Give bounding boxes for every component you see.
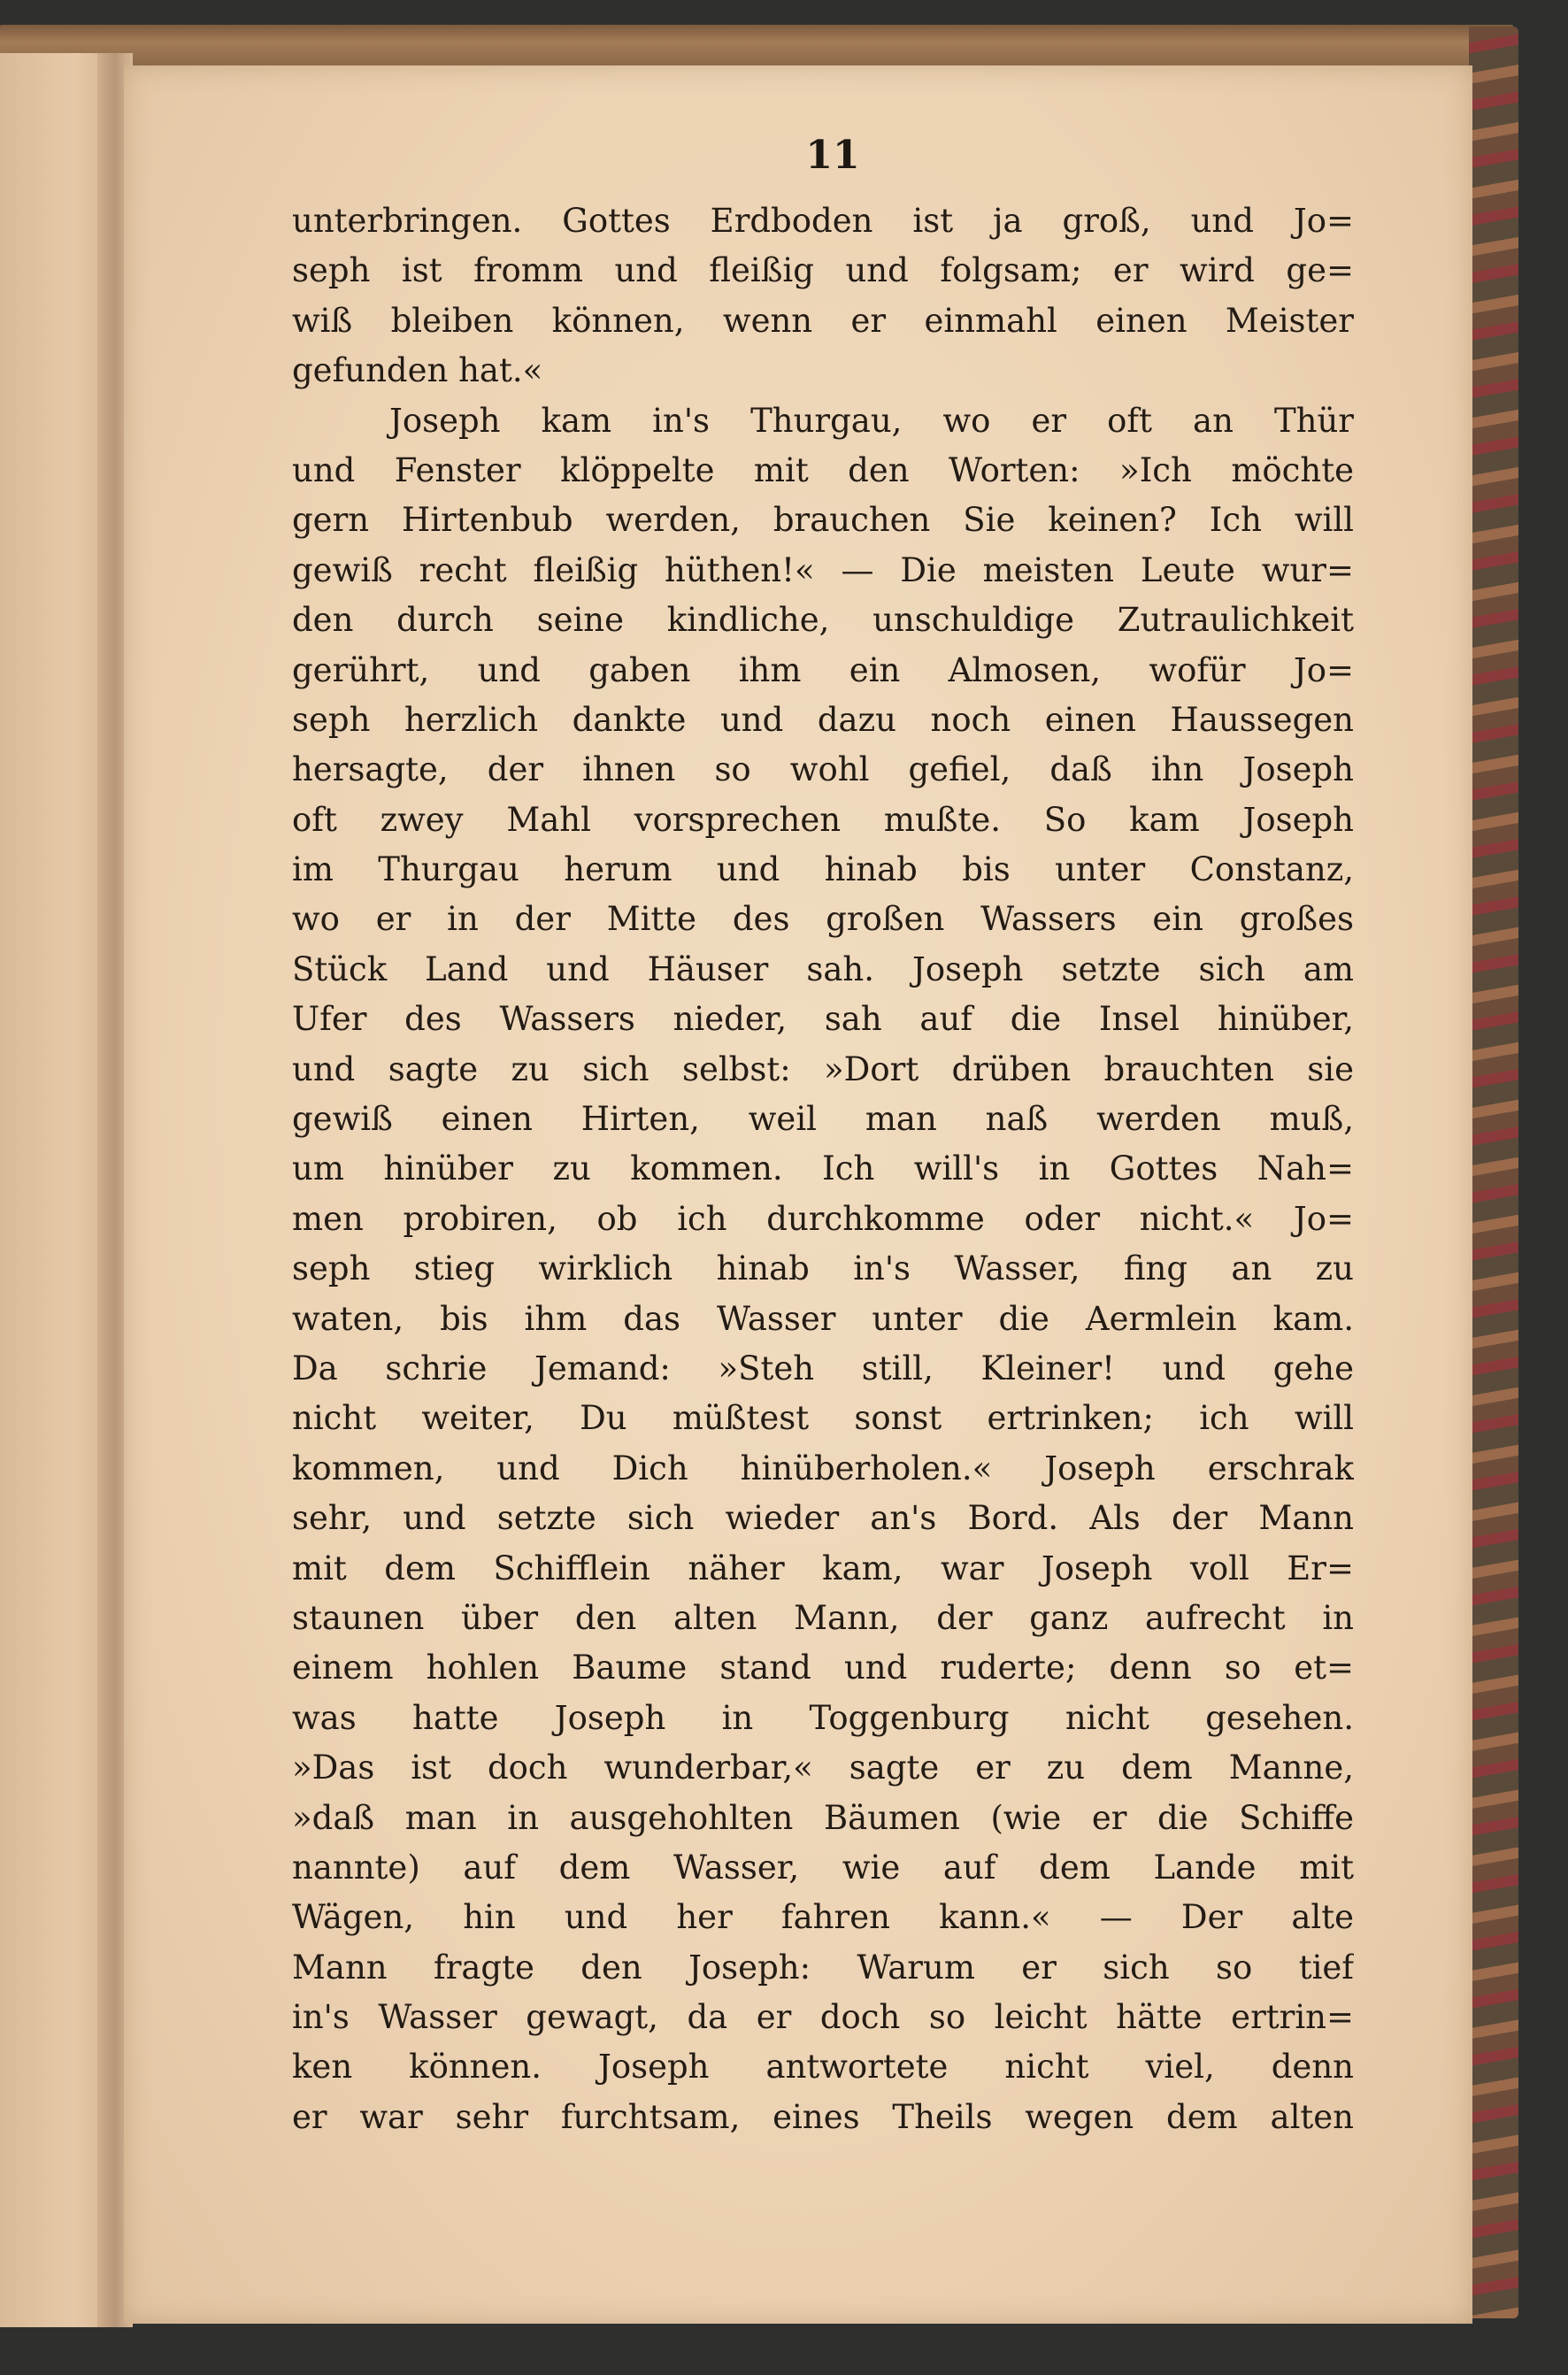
text-line: wo er in der Mitte des großen Wassers ein großes xyxy=(292,900,1354,939)
text-line: Da schrie Jemand: »Steh still, Kleiner! und gehe xyxy=(292,1349,1354,1387)
text-line: Joseph kam in's Thurgau, wo er oft an Thür xyxy=(389,401,1354,440)
text-line: nannte) auf dem Wasser, wie auf dem Lande mit xyxy=(292,1848,1354,1887)
text-line: oft zwey Mahl vorsprechen mußte. So kam Joseph xyxy=(292,800,1354,839)
text-line: gewiß recht fleißig hüthen!« — Die meisten Leute wur= xyxy=(292,550,1354,589)
text-line: wiß bleiben können, wenn er einmahl einen Meister xyxy=(292,301,1354,340)
text-line: ken können. Joseph antwortete nicht viel, denn xyxy=(292,2048,1354,2087)
text-line: Stück Land und Häuser sah. Joseph setzte sich am xyxy=(292,949,1354,988)
text-line: seph ist fromm und fleißig und folgsam; er wird ge= xyxy=(292,251,1354,290)
text-line: Mann fragte den Joseph: Warum er sich so tief xyxy=(292,1948,1354,1987)
text-line: in's Wasser gewagt, da er doch so leicht hätte ertrin= xyxy=(292,1998,1354,2037)
text-line: seph stieg wirklich hinab in's Wasser, fing an zu xyxy=(292,1249,1354,1288)
text-line: hersagte, der ihnen so wohl gefiel, daß ihn Joseph xyxy=(292,750,1354,789)
text-line: waten, bis ihm das Wasser unter die Aermlein kam. xyxy=(292,1299,1354,1338)
text-line: den durch seine kindliche, unschuldige Zutraulichkeit xyxy=(292,601,1354,640)
text-line: und Fenster klöppelte mit den Worten: »Ich möchte xyxy=(292,450,1354,489)
book-binding-edge xyxy=(0,25,1513,67)
text-line: Ufer des Wassers nieder, sah auf die Insel hinüber, xyxy=(292,1000,1354,1039)
text-line: men probiren, ob ich durchkomme oder nicht.« Jo= xyxy=(292,1199,1354,1238)
text-line: »Das ist doch wunderbar,« sagte er zu dem Manne, xyxy=(292,1749,1354,1787)
text-line: im Thurgau herum und hinab bis unter Constanz, xyxy=(292,850,1354,889)
text-line: Wägen, hin und her fahren kann.« — Der alte xyxy=(292,1898,1354,1937)
text-line: er war sehr furchtsam, eines Theils wegen dem alten xyxy=(292,2097,1354,2136)
text-line: einem hohlen Baume stand und ruderte; denn so et= xyxy=(292,1649,1354,1687)
text-line: und sagte zu sich selbst: »Dort drüben brauchten sie xyxy=(292,1049,1354,1088)
text-line: »daß man in ausgehohlten Bäumen (wie er die Schiffe xyxy=(292,1798,1354,1837)
text-line: was hatte Joseph in Toggenburg nicht gesehen. xyxy=(292,1698,1354,1737)
text-line: mit dem Schifflein näher kam, war Joseph voll Er= xyxy=(292,1549,1354,1587)
marbled-cover-edge xyxy=(1469,27,1518,2318)
text-line: gefunden hat.« xyxy=(292,351,543,390)
text-line: gerührt, und gaben ihm ein Almosen, wofür Jo= xyxy=(292,650,1354,689)
text-line: unterbringen. Gottes Erdboden ist ja groß, und Jo= xyxy=(292,202,1354,240)
text-line: gern Hirtenbub werden, brauchen Sie keinen? Ich will xyxy=(292,501,1354,540)
page-body-text xyxy=(292,196,1354,2142)
text-line: staunen über den alten Mann, der ganz aufrecht in xyxy=(292,1598,1354,1637)
page-number: 11 xyxy=(805,133,860,178)
text-line: seph herzlich dankte und dazu noch einen Haussegen xyxy=(292,700,1354,739)
text-line: kommen, und Dich hinüberholen.« Joseph erschrak xyxy=(292,1449,1354,1487)
text-line: sehr, und setzte sich wieder an's Bord. Als der Mann xyxy=(292,1499,1354,1538)
text-line: um hinüber zu kommen. Ich will's in Gottes Nah= xyxy=(292,1149,1354,1188)
text-line: gewiß einen Hirten, weil man naß werden muß, xyxy=(292,1100,1354,1139)
text-line: nicht weiter, Du müßtest sonst ertrinken; ich will xyxy=(292,1399,1354,1438)
